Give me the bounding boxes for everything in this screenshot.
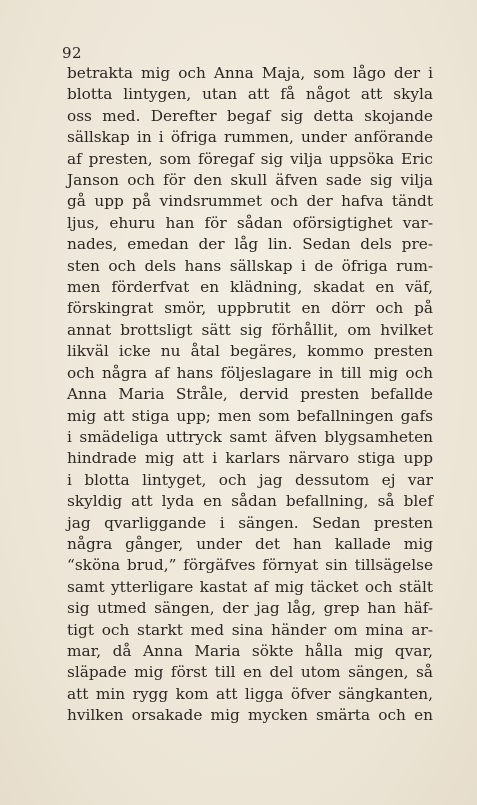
text-line: “sköna brud,” förgäfves förnyat sin tillsägelse (67, 556, 433, 575)
text-line: Anna Maria Stråle, dervid presten befallde (67, 385, 433, 404)
text-line: hvilken orsakade mig mycken smärta och en (67, 706, 433, 725)
text-line: att min rygg kom att ligga öfver sängkanten, (67, 684, 433, 703)
text-line: skyldig att lyda en sådan befallning, så blef (67, 492, 433, 511)
text-line: sällskap in i öfriga rummen, under anförande (67, 128, 433, 147)
text-line: nades, emedan der låg lin. Sedan dels pre- (67, 235, 433, 254)
page-number: 92 (62, 44, 83, 62)
text-line: och några af hans följeslagare in till mig och (67, 363, 433, 382)
text-line: några gånger, under det han kallade mig (67, 534, 433, 553)
text-line: hindrade mig att i karlars närvaro stiga upp (67, 449, 433, 468)
text-line: Janson och för den skull äfven sade sig vilja (67, 171, 433, 190)
body-text (67, 63, 433, 727)
text-line: i blotta lintyget, och jag dessutom ej var (67, 470, 433, 489)
text-line: förskingrat smör, uppbrutit en dörr och på (67, 299, 433, 318)
text-line: mig att stiga upp; men som befallningen gafs (67, 406, 433, 425)
text-line: i smädeliga uttryck samt äfven blygsamheten (67, 427, 433, 446)
text-line: samt ytterligare kastat af mig täcket och stält (67, 577, 433, 596)
text-line: oss med. Derefter begaf sig detta skojande (67, 106, 433, 125)
text-line: jag qvarliggande i sängen. Sedan presten (67, 513, 433, 532)
text-line: tigt och starkt med sina händer om mina ar- (67, 620, 433, 639)
text-line: blotta lintygen, utan att få något att skyla (67, 85, 433, 104)
text-line: gå upp på vindsrummet och der hafva tändt (67, 192, 433, 211)
text-line: mar, då Anna Maria sökte hålla mig qvar, (67, 641, 433, 660)
text-line: annat brottsligt sätt sig förhållit, om hvilket (67, 320, 433, 339)
text-line: af presten, som föregaf sig vilja uppsöka Eric (67, 149, 433, 168)
text-line: släpade mig först till en del utom sängen, så (67, 663, 433, 682)
text-line: men förderfvat en klädning, skadat en väf, (67, 278, 433, 297)
text-line: likväl icke nu åtal begäres, kommo presten (67, 342, 433, 361)
text-line: sten och dels hans sällskap i de öfriga rum- (67, 256, 433, 275)
text-line: sig utmed sängen, der jag låg, grep han häf- (67, 599, 433, 618)
text-line: ljus, ehuru han för sådan oförsigtighet var- (67, 213, 433, 232)
text-line: betrakta mig och Anna Maja, som lågo der i (67, 64, 433, 82)
